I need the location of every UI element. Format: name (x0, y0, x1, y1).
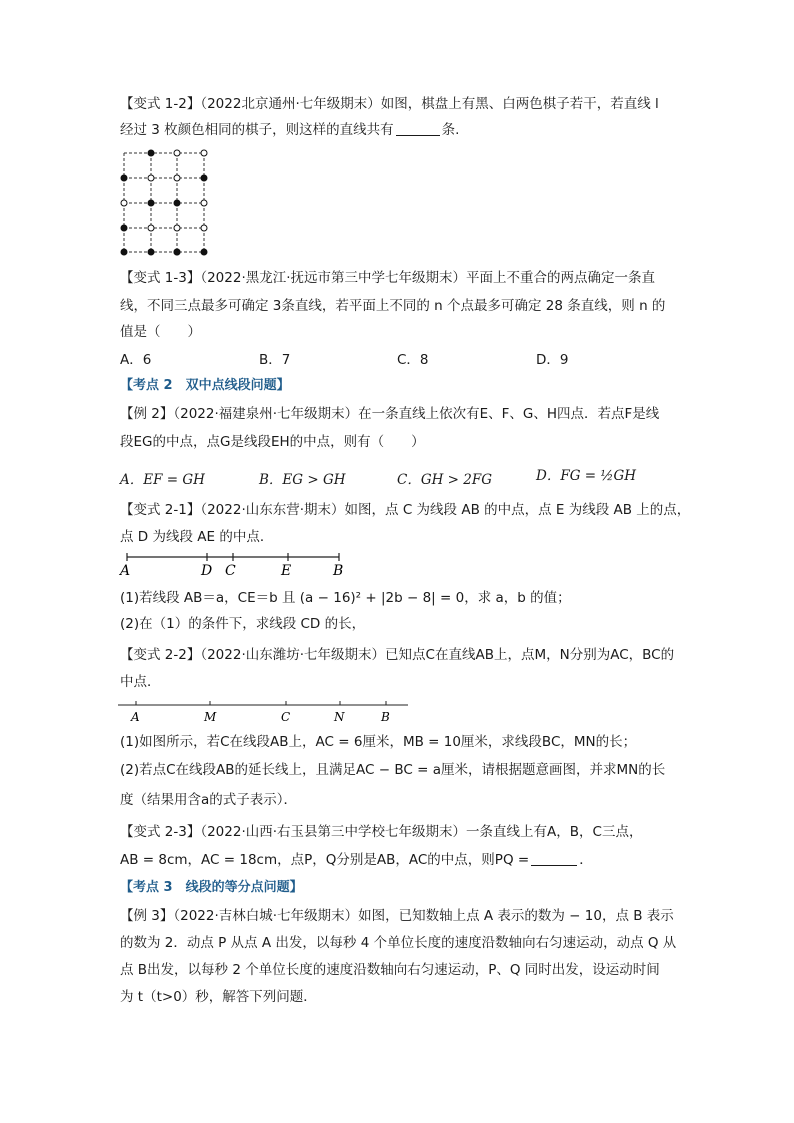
variant-1-3-line1: 【变式 1-3】（2022·黑龙江·抚远市第三中学七年级期末）平面上不重合的两点确定一条直 (120, 270, 656, 286)
example-2-line1: 【例 2】（2022·福建泉州·七年级期末）在一条直线上依次有E、F、G、H四点．若点F是线 (120, 406, 660, 422)
black-stone (148, 150, 154, 156)
white-stone (201, 200, 207, 206)
white-stone (121, 200, 127, 206)
variant-2-1-question-1: (1)若线段 AB＝a，CE＝b 且 (a − 16)² + |2b − 8| = 0，求 a，b 的值； (120, 590, 571, 606)
point-label-b: B (381, 710, 390, 724)
example-3-line1: 【例 3】（2022·吉林白城·七年级期末）如图，已知数轴上点 A 表示的数为 − 10，点 B 表示 (120, 908, 674, 924)
variant-2-2-line1: 【变式 2-2】（2022·山东潍坊·七年级期末）已知点C在直线AB上，点M，N分别为AC，BC的 (120, 647, 675, 663)
option-b[interactable]: B．7 (259, 352, 291, 368)
example-3-line4: 为 t（t>0）秒，解答下列问题． (120, 989, 317, 1005)
example-2-line2: 段EG的中点，点G是线段EH的中点，则有（ ） (120, 434, 425, 450)
option-a[interactable]: A．EF = GH (120, 472, 205, 488)
segment-figure-adceb (115, 550, 355, 578)
point-label-m: M (204, 710, 217, 724)
white-stone (201, 225, 207, 231)
point-label-b: B (333, 563, 344, 578)
variant-2-1-line2: 点 D 为线段 AE 的中点． (120, 529, 274, 545)
black-stone (174, 249, 180, 255)
black-stone (201, 249, 207, 255)
white-stone (148, 225, 154, 231)
variant-2-2-question-2b: 度（结果用含a的式子表示）． (120, 792, 298, 808)
point-label-e: E (281, 563, 292, 578)
option-d[interactable]: D．9 (536, 352, 569, 368)
example-3-line2: 的数为 2．动点 P 从点 A 出发，以每秒 4 个单位长度的速度沿数轴向右匀速运动，动点 Q 从 (120, 935, 677, 951)
variant-1-2-line2: 经过 3 枚颜色相同的棋子，则这样的直线共有 条. (120, 122, 460, 138)
point-label-c: C (225, 563, 236, 578)
black-stone (148, 249, 154, 255)
variant-2-1-question-2: (2)在（1）的条件下，求线段 CD 的长， (120, 616, 366, 632)
variant-1-3-line2: 线，不同三点最多可确定 3条直线，若平面上不同的 n 个点最多可确定 28 条直线，则 n 的 (120, 298, 666, 314)
variant-2-2-line2: 中点． (120, 674, 161, 690)
section-header-2: 【考点 2 双中点线段问题】 (120, 378, 290, 393)
option-b[interactable]: B．EG > GH (259, 472, 346, 488)
point-label-a: A (120, 563, 131, 578)
option-d[interactable]: D．FG = ½GH (536, 468, 637, 484)
variant-1-2-line1: 【变式 1-2】（2022北京通州·七年级期末）如图，棋盘上有黑、白两色棋子若干，若直线 l (120, 96, 659, 112)
black-stone (121, 225, 127, 231)
point-label-c: C (281, 710, 291, 724)
segment-figure-amcnb (118, 697, 413, 725)
white-stone (174, 225, 180, 231)
variant-2-2-question-1: (1)如图所示，若C在线段AB上，AC = 6厘米，MB = 10厘米，求线段BC，MN的长； (120, 734, 637, 750)
variant-2-3-line2: AB = 8cm，AC = 18cm，点P，Q分别是AB，AC的中点，则PQ = ． (120, 852, 593, 868)
answer-blank[interactable] (396, 121, 440, 136)
point-label-a: A (131, 710, 140, 724)
black-stone (201, 175, 207, 181)
white-stone (148, 175, 154, 181)
option-a[interactable]: A．6 (120, 352, 152, 368)
chessboard-figure (118, 146, 213, 258)
black-stone (121, 249, 127, 255)
white-stone (201, 150, 207, 156)
variant-1-3-line3: 值是（ ） (120, 324, 201, 340)
variant-2-1-line1: 【变式 2-1】（2022·山东东营·期末）如图，点 C 为线段 AB 的中点，点 E 为线段 AB 上的点， (120, 502, 691, 518)
variant-2-3-line1: 【变式 2-3】（2022·山西·右玉县第三中学校七年级期末）一条直线上有A，B，C三点， (120, 824, 643, 840)
black-stone (148, 200, 154, 206)
option-c[interactable]: C．GH > 2FG (397, 472, 493, 488)
white-stone (174, 175, 180, 181)
white-stone (174, 150, 180, 156)
section-header-3: 【考点 3 线段的等分点问题】 (120, 880, 303, 895)
black-stone (174, 200, 180, 206)
option-c[interactable]: C．8 (397, 352, 429, 368)
answer-blank[interactable] (531, 851, 577, 866)
point-label-n: N (334, 710, 345, 724)
point-label-d: D (201, 563, 213, 578)
black-stone (121, 175, 127, 181)
example-3-line3: 点 B出发，以每秒 2 个单位长度的速度沿数轴向右匀速运动，P、Q 同时出发，设运动时间 (120, 962, 660, 978)
variant-2-2-question-2a: (2)若点C在线段AB的延长线上，且满足AC − BC = a厘米，请根据题意画图，并求MN的长 (120, 762, 666, 778)
